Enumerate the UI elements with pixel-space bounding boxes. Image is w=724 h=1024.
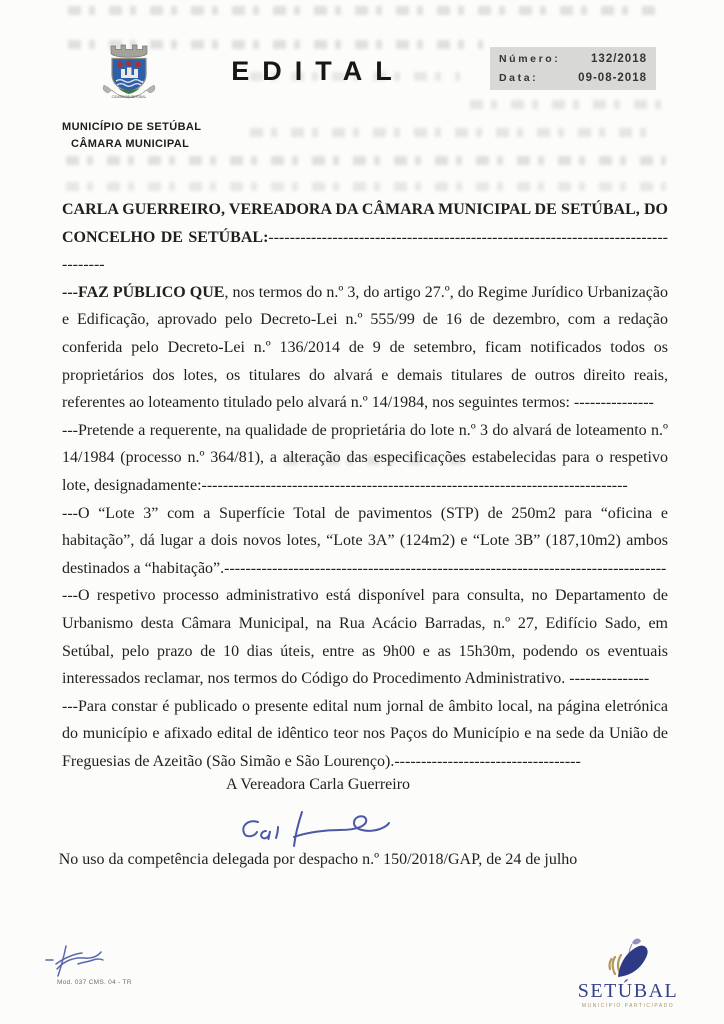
paragraph-segment: ----------------------------------------------------------------------------------- [62, 228, 668, 274]
bleed-through-artifact [66, 182, 666, 191]
paragraph-segment: ---Para constar é publicado o presente edital num jornal de âmbito local, na página eletrónica do município e afixado edital de idêntico teor nos Paços do Município e na sede da União de Freguesias de Azeitão (São Simão e São Lourenço).----------------------------------- [62, 697, 668, 770]
paragraph-segment: ---O “Lote 3” com a Superfície Total de pavimentos (STP) de 250m2 para “oficina e habitação”, dá lugar a dois novos lotes, “Lote 3A” (124m2) e “Lote 3B” (187,10m2) ambos destinados a “habitação”.----------------------------------------------------------------------------------- [62, 504, 668, 577]
bleed-through-artifact [470, 100, 665, 109]
crest-banner-text: CIDADE DE SETÚBAL [111, 95, 147, 99]
camara-line: CÂMARA MUNICIPAL [71, 138, 190, 150]
data-label: Data: [499, 71, 539, 84]
setubal-wordmark: SETÚBAL [577, 980, 679, 1002]
delegation-note: No uso da competência delegada por despacho n.º 150/2018/GAP, de 24 de julho [58, 851, 578, 868]
paragraph-segment: ---Pretende a requerente, na qualidade de proprietária do lote n.º 3 do alvará de loteamento n.º 14/1984 (processo n.º 364/81), a alteração das especificações estabelecidas para o respetivo lote, designadamente:-------------------------------------------------------------------------------- [62, 421, 668, 494]
setubal-brand [576, 936, 680, 1009]
paragraph [62, 417, 668, 500]
closing-block [8, 776, 628, 794]
meta-data-row [499, 72, 647, 84]
paragraph [62, 196, 668, 279]
paragraph [62, 693, 668, 776]
municipality-line: MUNICÍPIO DE SETÚBAL [62, 121, 202, 133]
setubal-tagline: MUNICÍPIO PARTICIPADO [581, 1003, 675, 1009]
bleed-through-artifact [66, 156, 666, 165]
organization-name [62, 119, 201, 153]
document-body [62, 196, 668, 775]
municipal-crest-icon [100, 38, 158, 105]
document-meta-box [490, 47, 656, 90]
bleed-through-artifact [68, 6, 663, 15]
paragraph [62, 279, 668, 417]
setubal-logo-emblem-icon [605, 936, 651, 980]
paragraph-segment: ---O respetivo processo administrativo está disponível para consulta, no Departamento de Urbanismo desta Câmara Municipal, na Rua Acácio Barradas, n.º 27, Edifício Sado, em Setúbal, pelo prazo de 10 dias úteis, entre as 9h00 e as 15h30m, podendo os eventuais interessados reclamar, nos termos do Código do Procedimento Administrativo. --------------- [62, 587, 668, 688]
paragraph-bold-segment: CARLA GUERREIRO, VEREADORA DA CÂMARA MUNICIPAL DE SETÚBAL, DO CONCELHO DE SETÚBAL: [62, 201, 668, 246]
paragraph-segment: , nos termos do n.º 3, do artigo 27.º, do Regime Jurídico Urbanização e Edificação, aprovado pelo Decreto-Lei n.º 555/99 de 16 de dezembro, com a redação conferida pelo Decreto-Lei n.º 136/2014 de 9 de setembro, ficam notificados todos os proprietários dos lotes, os titulares do alvará e demais titulares de outros direito reais, referentes ao loteamento titulado pelo alvará n.º 14/1984, nos seguintes termos: --------------- [62, 283, 668, 412]
paragraph [62, 500, 668, 583]
paragraph [62, 582, 668, 692]
signatory-title: A Vereadora Carla Guerreiro [225, 776, 411, 793]
bleed-through-artifact [250, 128, 660, 137]
form-code: Mod. 037 CMS. 04 - TR [57, 979, 132, 986]
data-value: 09-08-2018 [578, 71, 647, 84]
paragraph-bold-segment: ---FAZ PÚBLICO QUE [62, 283, 225, 301]
numero-value: 132/2018 [591, 53, 647, 66]
numero-label: Número: [499, 53, 561, 66]
document-title: EDITAL [231, 56, 405, 86]
meta-numero-row [499, 53, 647, 65]
